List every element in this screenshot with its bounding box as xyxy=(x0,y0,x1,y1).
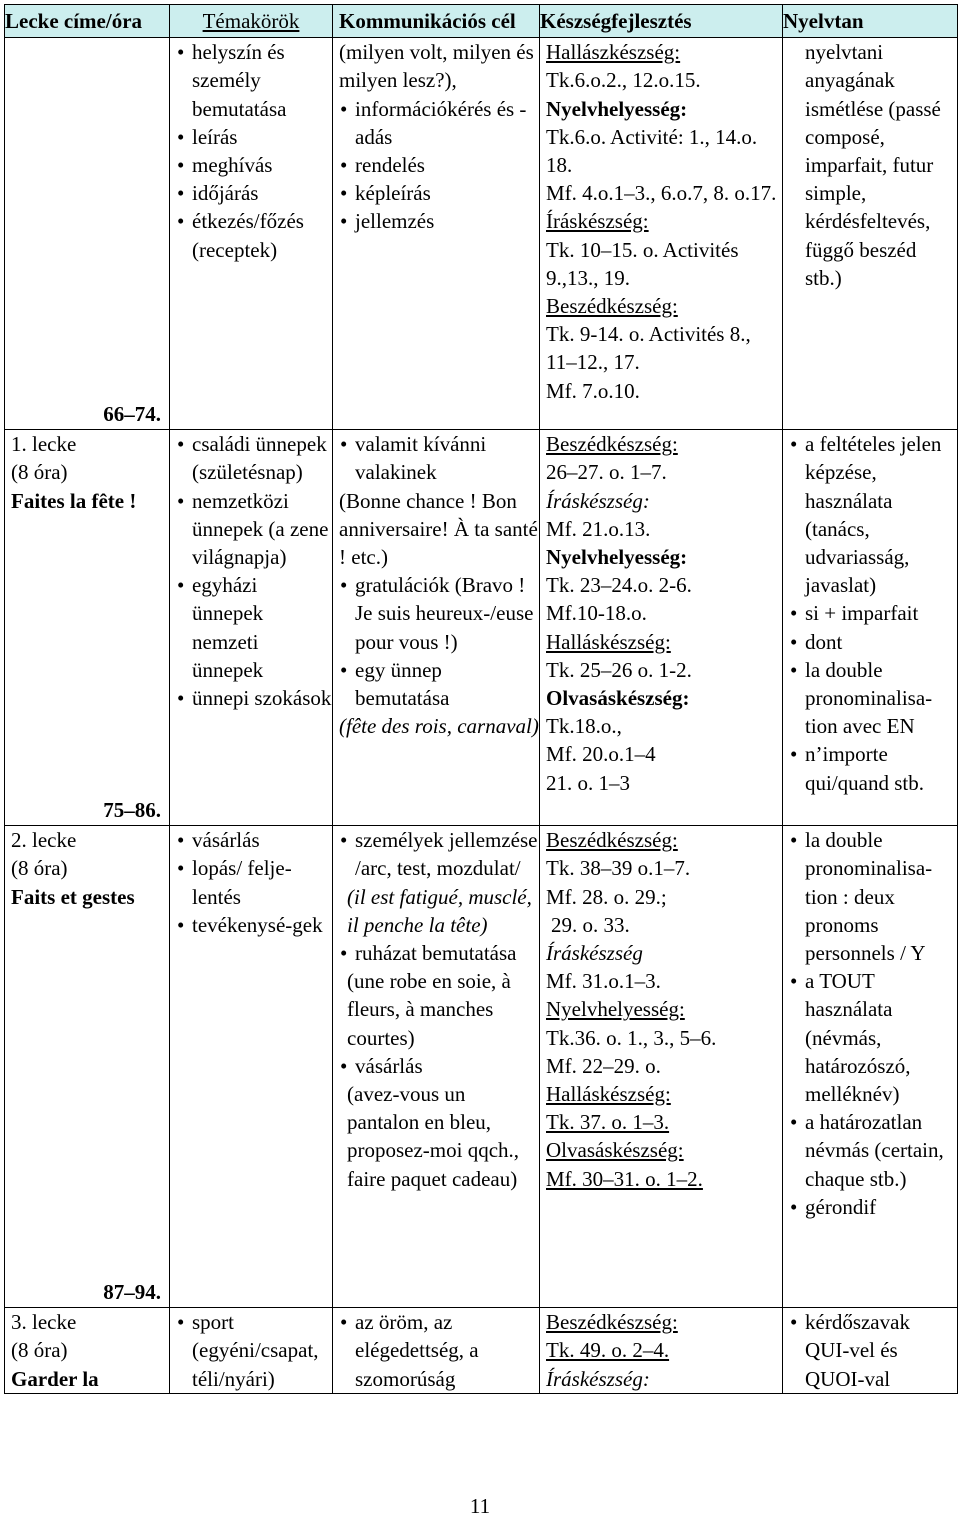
list-item: • vásárlás xyxy=(176,826,332,854)
skill-label: Nyelvhelyesség: xyxy=(546,997,685,1022)
komm-lead: (milyen volt, milyen és milyen lesz?), xyxy=(339,40,534,93)
skill-label: Íráskészség: xyxy=(546,1366,650,1391)
list-item: • rendelés xyxy=(339,151,539,179)
skill-label: Beszédkészség: xyxy=(546,1310,678,1335)
table-row xyxy=(5,430,958,826)
skill-label: Hallászkészség: xyxy=(546,40,681,65)
list-item: • a feltételes jelen képzése, használata (tanács, udvariasság, javaslat) xyxy=(789,430,957,599)
skill-label: Nyelvhelyesség: xyxy=(546,96,688,121)
temakorok-list xyxy=(176,1308,332,1393)
komm-list xyxy=(339,826,539,882)
skill-label: Íráskészség xyxy=(546,941,643,966)
hours-range: 66–74. xyxy=(103,402,161,426)
header-kommunikacios-cel: Kommunikációs cél xyxy=(333,5,540,38)
list-item: • la double pronominalisa-tion avec EN xyxy=(789,656,957,741)
table-row xyxy=(5,38,958,430)
skill-ref: 29. o. 33. xyxy=(551,912,630,937)
lecke-title: Garder la xyxy=(11,1366,99,1391)
komm-list xyxy=(339,1052,539,1080)
table-row xyxy=(5,826,958,1308)
kommunikacio-cell xyxy=(333,38,540,430)
keszseg-cell xyxy=(540,38,783,430)
list-item: • leírás xyxy=(176,123,332,151)
list-item: • információkérés és -adás xyxy=(339,95,539,151)
list-item: • helyszín és személy bemutatása xyxy=(176,38,332,123)
nyelvtan-cell xyxy=(783,1308,958,1394)
komm-list xyxy=(339,95,539,236)
page-number: 11 xyxy=(469,1494,491,1518)
lecke-cell xyxy=(5,1308,170,1394)
list-item: • személyek jellemzése /arc, test, mozdulat/ xyxy=(339,826,539,882)
skill-label: Beszédkészség: xyxy=(546,828,678,853)
komm-list xyxy=(339,571,539,712)
skill-label: Halláskészség: xyxy=(546,629,671,654)
temakorok-list xyxy=(176,430,332,712)
lecke-title: Faits et gestes xyxy=(11,884,135,909)
kommunikacio-cell xyxy=(333,430,540,826)
list-item: • egy ünnep bemutatása xyxy=(339,656,539,712)
list-item: • gérondif xyxy=(789,1193,957,1221)
lecke-hours: (8 óra) xyxy=(11,856,68,881)
list-item: • családi ünnepek (születésnap) xyxy=(176,430,332,486)
list-item: • gratulációk (Bravo ! Je suis heureux-/euse pour vous !) xyxy=(339,571,539,656)
skill-ref: Tk. 9-14. o. Activités 8., 11–12., 17. xyxy=(546,322,751,375)
list-item: • az öröm, az elégedettség, a szomorúság xyxy=(339,1308,539,1393)
header-temakorok: Témakörök xyxy=(170,5,333,38)
skill-ref: Tk. 38–39 o.1–7. xyxy=(546,856,691,881)
list-item: • n’importe qui/quand stb. xyxy=(789,740,957,796)
komm-example: (avez-vous un pantalon en bleu, proposez-moi qqch., faire paquet cadeau) xyxy=(347,1082,520,1191)
keszseg-cell xyxy=(540,826,783,1308)
list-item: • la double pronominalisa-tion : deux pronoms personnels / Y xyxy=(789,826,957,967)
skill-ref: Mf. 21.o.13. xyxy=(546,516,651,541)
kommunikacio-cell xyxy=(333,1308,540,1394)
list-item: • képleírás xyxy=(339,179,539,207)
lecke-number: 2. lecke xyxy=(11,828,77,853)
list-item: • valamit kívánni valakinek xyxy=(339,430,539,486)
skill-ref: Tk.18.o., xyxy=(546,714,622,739)
skill-ref: Tk. 10–15. o. Activités 9.,13., 19. xyxy=(546,237,739,290)
list-item: • jellemzés xyxy=(339,207,539,235)
temakorok-cell xyxy=(170,826,333,1308)
skill-label: Halláskészség: xyxy=(546,1082,671,1107)
lecke-hours: (8 óra) xyxy=(11,460,68,485)
komm-example: (une robe en soie, à fleurs, à manches courtes) xyxy=(347,969,511,1050)
skill-ref: Tk.36. o. 1., 3., 5–6. xyxy=(546,1025,717,1050)
lecke-cell xyxy=(5,38,170,430)
lecke-number: 3. lecke xyxy=(11,1310,77,1335)
skill-ref: Tk. 23–24.o. 2-6. xyxy=(546,573,692,598)
list-item: • a határozatlan névmás (certain, chaque stb.) xyxy=(789,1108,957,1193)
lecke-cell xyxy=(5,430,170,826)
temakorok-list xyxy=(176,826,332,939)
keszseg-cell xyxy=(540,430,783,826)
curriculum-table xyxy=(4,4,958,1394)
skill-ref: Tk. 49. o. 2–4. xyxy=(546,1338,670,1363)
skill-ref: Tk.6.o.2., 12.o.15. xyxy=(546,68,701,93)
temakorok-list xyxy=(176,38,332,264)
komm-example: (il est fatigué, musclé, il penche la tête) xyxy=(347,884,532,937)
list-item: • ruházat bemutatása xyxy=(339,939,539,967)
skill-label: Nyelvhelyesség: xyxy=(546,545,688,570)
list-item: • egyházi ünnepek nemzeti ünnepek xyxy=(176,571,332,684)
skill-ref: Tk. 37. o. 1–3. xyxy=(546,1110,670,1135)
header-nyelvtan: Nyelvtan xyxy=(783,5,958,38)
list-item: • meghívás xyxy=(176,151,332,179)
list-item: • időjárás xyxy=(176,179,332,207)
list-item: • a TOUT használata (névmás, határozószó, melléknév) xyxy=(789,967,957,1108)
skill-ref: 26–27. o. 1–7. xyxy=(546,460,667,485)
skill-label: Beszédkészség: xyxy=(546,294,678,319)
skill-ref: Mf. 28. o. 29.; xyxy=(546,884,667,909)
lecke-title: Faites la fête ! xyxy=(11,488,137,513)
kommunikacio-cell xyxy=(333,826,540,1308)
nyelvtan-cell xyxy=(783,430,958,826)
header-lecke: Lecke címe/óra xyxy=(5,5,170,38)
skill-ref: Mf. 7.o.10. xyxy=(546,378,640,403)
komm-list xyxy=(339,1308,539,1393)
nyelvtan-text: nyelvtani anyagának ismétlése (passé composé, imparfait, futur simple, kérdésfeltevés, függő beszéd stb.) xyxy=(805,40,941,290)
nyelvtan-cell xyxy=(783,826,958,1308)
nyelvtan-list xyxy=(789,1308,957,1393)
hours-range: 87–94. xyxy=(103,1280,161,1304)
lecke-hours: (8 óra) xyxy=(11,1338,68,1363)
list-item: • tevékenysé-gek xyxy=(176,911,332,939)
skill-label: Olvasáskészség: xyxy=(546,686,690,711)
nyelvtan-list xyxy=(789,826,957,1221)
temakorok-cell xyxy=(170,1308,333,1394)
lecke-number: 1. lecke xyxy=(11,432,77,457)
skill-label: Olvasáskészség: xyxy=(546,1138,684,1163)
komm-list xyxy=(339,939,539,967)
nyelvtan-list xyxy=(789,430,957,797)
temakorok-cell xyxy=(170,430,333,826)
list-item: • lopás/ felje-lentés xyxy=(176,854,332,910)
list-item: • étkezés/főzés (receptek) xyxy=(176,207,332,263)
list-item: • ünnepi szokások xyxy=(176,684,332,712)
list-item: • vásárlás xyxy=(339,1052,539,1080)
skill-ref: Mf. 22–29. o. xyxy=(546,1053,661,1078)
skill-ref: Tk. 25–26 o. 1-2. xyxy=(546,657,692,682)
table-row xyxy=(5,1308,958,1394)
list-item: • nemzetközi ünnepek (a zene világnapja) xyxy=(176,487,332,572)
header-keszsegfejlesztes: Készségfejlesztés xyxy=(540,5,783,38)
skill-ref: Mf. 4.o.1–3., 6.o.7, 8. o.17. xyxy=(546,181,777,206)
skill-ref: Mf. 20.o.1–4 xyxy=(546,742,656,767)
komm-example: (fête des rois, carnaval) xyxy=(339,714,539,739)
skill-label: Íráskészség: xyxy=(546,488,650,513)
lecke-cell xyxy=(5,826,170,1308)
skill-ref: 21. o. 1–3 xyxy=(546,770,630,795)
skill-ref: Tk.6.o. Activité: 1., 14.o. 18. xyxy=(546,124,758,178)
temakorok-cell xyxy=(170,38,333,430)
komm-example: (Bonne chance ! Bon anniversaire! À ta santé ! etc.) xyxy=(339,488,538,570)
skill-ref: Mf.10-18.o. xyxy=(546,601,647,626)
list-item: • kérdőszavak QUI-vel és QUOI-val xyxy=(789,1308,957,1393)
skill-ref: Mf. 31.o.1–3. xyxy=(546,969,661,994)
nyelvtan-cell xyxy=(783,38,958,430)
list-item: • dont xyxy=(789,628,957,656)
list-item: • sport (egyéni/csapat, téli/nyári) xyxy=(176,1308,332,1393)
skill-ref: Mf. 30–31. o. 1–2. xyxy=(546,1166,703,1191)
skill-label: Beszédkészség: xyxy=(546,432,678,457)
header-row xyxy=(5,5,958,38)
hours-range: 75–86. xyxy=(103,798,161,822)
keszseg-cell xyxy=(540,1308,783,1394)
skill-label: Íráskészség: xyxy=(546,209,649,234)
komm-list xyxy=(339,430,539,486)
list-item: • si + imparfait xyxy=(789,599,957,627)
